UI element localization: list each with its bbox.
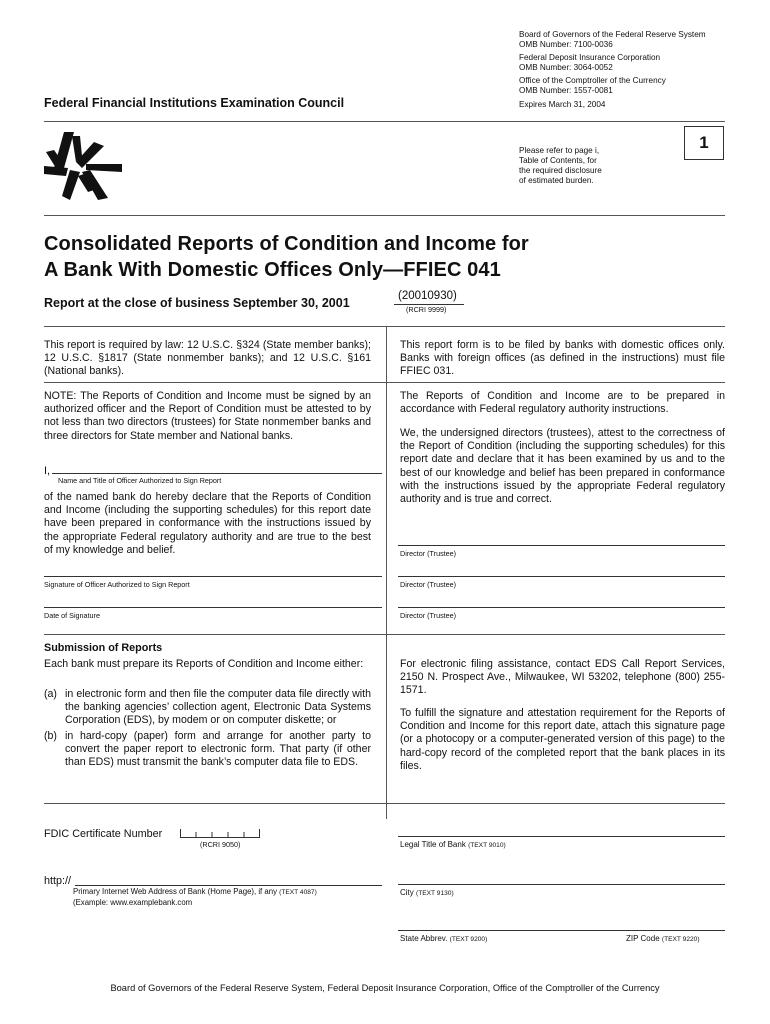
agency-name: Board of Governors of the Federal Reserve System bbox=[519, 30, 706, 39]
fdic-cert-input[interactable] bbox=[180, 829, 260, 838]
officer-name-label: Name and Title of Officer Authorized to Sign Report bbox=[58, 476, 222, 485]
signature-date-label: Date of Signature bbox=[44, 611, 100, 620]
report-date-label: Report at the close of business September 30, 2001 bbox=[44, 296, 350, 310]
web-address-code: (TEXT 4087) bbox=[279, 889, 317, 896]
agency-block bbox=[519, 30, 739, 110]
state-field[interactable] bbox=[398, 930, 725, 931]
footer-agencies: Board of Governors of the Federal Reserve System, Federal Deposit Insurance Corporation, Office of the Comptroller of the Currency bbox=[110, 983, 660, 993]
city-label bbox=[400, 888, 454, 897]
page-number-box bbox=[684, 126, 724, 160]
fdic-cert-code: (RCRI 9050) bbox=[200, 840, 241, 849]
zip-text: ZIP Code bbox=[626, 934, 660, 943]
option-label: (a) bbox=[44, 688, 57, 700]
officer-signature-label: Signature of Officer Authorized to Sign Report bbox=[44, 580, 190, 589]
burden-note-line: of estimated burden. bbox=[519, 176, 594, 185]
option-label: (b) bbox=[44, 729, 57, 742]
web-address-example: (Example: www.examplebank.com bbox=[73, 898, 193, 907]
web-address-label bbox=[73, 887, 317, 908]
web-address-text: Primary Internet Web Address of Bank (Home Page), if any bbox=[73, 887, 277, 896]
director-attestation: We, the undersigned directors (trustees), attest to the correctness of the Report of Condition (including the supporting schedules) for this report date and declare that it has been examined by us and to the best of our knowledge and belief has been prepared in conformance with the instructions issued by the appropriate Federal regulatory authority and is true and correct. bbox=[400, 427, 725, 506]
submission-intro: Each bank must prepare its Reports of Condition and Income either: bbox=[44, 658, 364, 670]
fdic-cert-label: FDIC Certificate Number bbox=[44, 828, 163, 840]
section-rule-3 bbox=[44, 634, 725, 635]
report-date-value: (20010930) bbox=[398, 290, 457, 302]
council-name: Federal Financial Institutions Examination Council bbox=[44, 96, 345, 110]
burden-note bbox=[519, 146, 639, 186]
state-code: (TEXT 9200) bbox=[449, 936, 488, 943]
signing-note: NOTE: The Reports of Condition and Income must be signed by an authorized officer and the Report of Condition must be attested to by not less than two directors (trustees) for State nonmember banks and three directors for State member and National banks. bbox=[44, 390, 371, 442]
burden-note-line: Please refer to page i, bbox=[519, 146, 600, 155]
section-rule-4 bbox=[44, 803, 725, 804]
zip-label bbox=[626, 934, 700, 943]
legal-title-text: Legal Title of Bank bbox=[400, 840, 466, 849]
submission-option bbox=[44, 688, 371, 728]
officer-signature-field[interactable] bbox=[44, 576, 382, 577]
title-line-2: A Bank With Domestic Offices Only—FFIEC 041 bbox=[44, 259, 501, 281]
section-rule-2 bbox=[44, 382, 725, 383]
signature-date-field[interactable] bbox=[44, 607, 382, 608]
report-date-code: (RCRI 9999) bbox=[406, 305, 447, 314]
preparation-note: The Reports of Condition and Income are to be prepared in accordance with Federal regulatory authority instructions. bbox=[400, 390, 725, 416]
state-label bbox=[400, 934, 487, 943]
agency-occ bbox=[519, 76, 739, 96]
web-address-field[interactable] bbox=[75, 885, 382, 886]
submission-option bbox=[44, 730, 371, 770]
zip-code: (TEXT 9220) bbox=[661, 936, 700, 943]
ffiec-logo bbox=[42, 130, 124, 202]
section-rule-1 bbox=[44, 326, 725, 327]
agency-name: Office of the Comptroller of the Currency bbox=[519, 76, 666, 85]
director-label: Director (Trustee) bbox=[400, 611, 457, 620]
attestation-instructions: To fulfill the signature and attestation requirement for the Reports of Condition and Income for this report date, attach this signature page (or a photocopy or a computer-generated version of this page) to the hard-copy record of the completed report that the bank places in its files. bbox=[400, 707, 725, 772]
submission-options bbox=[44, 688, 371, 769]
http-prefix: http:// bbox=[44, 875, 72, 887]
filing-assistance: For electronic filing assistance, contact EDS Call Report Services, 2150 N. Prospect Ave., Milwaukee, WI 53202, telephone (800) 255-1571. bbox=[400, 658, 725, 697]
submission-heading: Submission of Reports bbox=[44, 642, 163, 654]
title-line-1: Consolidated Reports of Condition and Income for bbox=[44, 233, 529, 255]
director-signature-field[interactable] bbox=[398, 607, 725, 608]
filing-scope: This report form is to be filed by banks with domestic offices only. Banks with foreign offices (as defined in the instructions) must file FFIEC 031. bbox=[400, 339, 725, 378]
report-title bbox=[44, 231, 724, 283]
legal-title-label bbox=[400, 840, 506, 849]
expiration-date: Expires March 31, 2004 bbox=[519, 100, 606, 109]
i-label: I, bbox=[44, 465, 51, 477]
column-divider bbox=[386, 326, 387, 819]
omb-number: OMB Number: 3064-0052 bbox=[519, 63, 613, 72]
law-requirement: This report is required by law: 12 U.S.C. §324 (State member banks); 12 U.S.C. §1817 (State nonmember banks); and 12 U.S.C. §161 (National banks). bbox=[44, 339, 371, 378]
agency-name: Federal Deposit Insurance Corporation bbox=[519, 53, 661, 62]
director-label: Director (Trustee) bbox=[400, 549, 457, 558]
title-rule bbox=[44, 215, 725, 216]
option-text: in hard-copy (paper) form and arrange for another party to convert the paper report to electronic form. That party (if other than EDS) must transmit the bank’s computer data file to EDS. bbox=[65, 729, 371, 769]
legal-title-field[interactable] bbox=[398, 836, 725, 837]
officer-declaration: of the named bank do hereby declare that the Reports of Condition and Income (including the supporting schedules) for this report date have been prepared in conformance with the instructions issued by the appropriate Federal regulatory authority and are true to the best of my knowledge and belief. bbox=[44, 491, 371, 556]
option-text: in electronic form and then file the computer data file directly with the banking agencies’ collection agent, Electronic Data Systems Corporation (EDS), by modem or on computer diskette; or bbox=[65, 688, 371, 727]
legal-title-code: (TEXT 9010) bbox=[468, 842, 506, 849]
city-code: (TEXT 9130) bbox=[416, 890, 454, 897]
director-label: Director (Trustee) bbox=[400, 580, 457, 589]
director-signature-field[interactable] bbox=[398, 545, 725, 546]
header-rule bbox=[44, 121, 725, 122]
officer-name-field[interactable] bbox=[52, 473, 382, 474]
agency-fdic bbox=[519, 53, 739, 73]
burden-note-line: Table of Contents, for bbox=[519, 156, 597, 165]
omb-number: OMB Number: 7100-0036 bbox=[519, 40, 613, 49]
page-number: 1 bbox=[699, 133, 709, 152]
director-signature-field[interactable] bbox=[398, 576, 725, 577]
agency-frb bbox=[519, 30, 739, 50]
state-text: State Abbrev. bbox=[400, 934, 448, 943]
city-text: City bbox=[400, 888, 414, 897]
city-field[interactable] bbox=[398, 884, 725, 885]
omb-number: OMB Number: 1557-0081 bbox=[519, 86, 613, 95]
burden-note-line: the required disclosure bbox=[519, 166, 602, 175]
